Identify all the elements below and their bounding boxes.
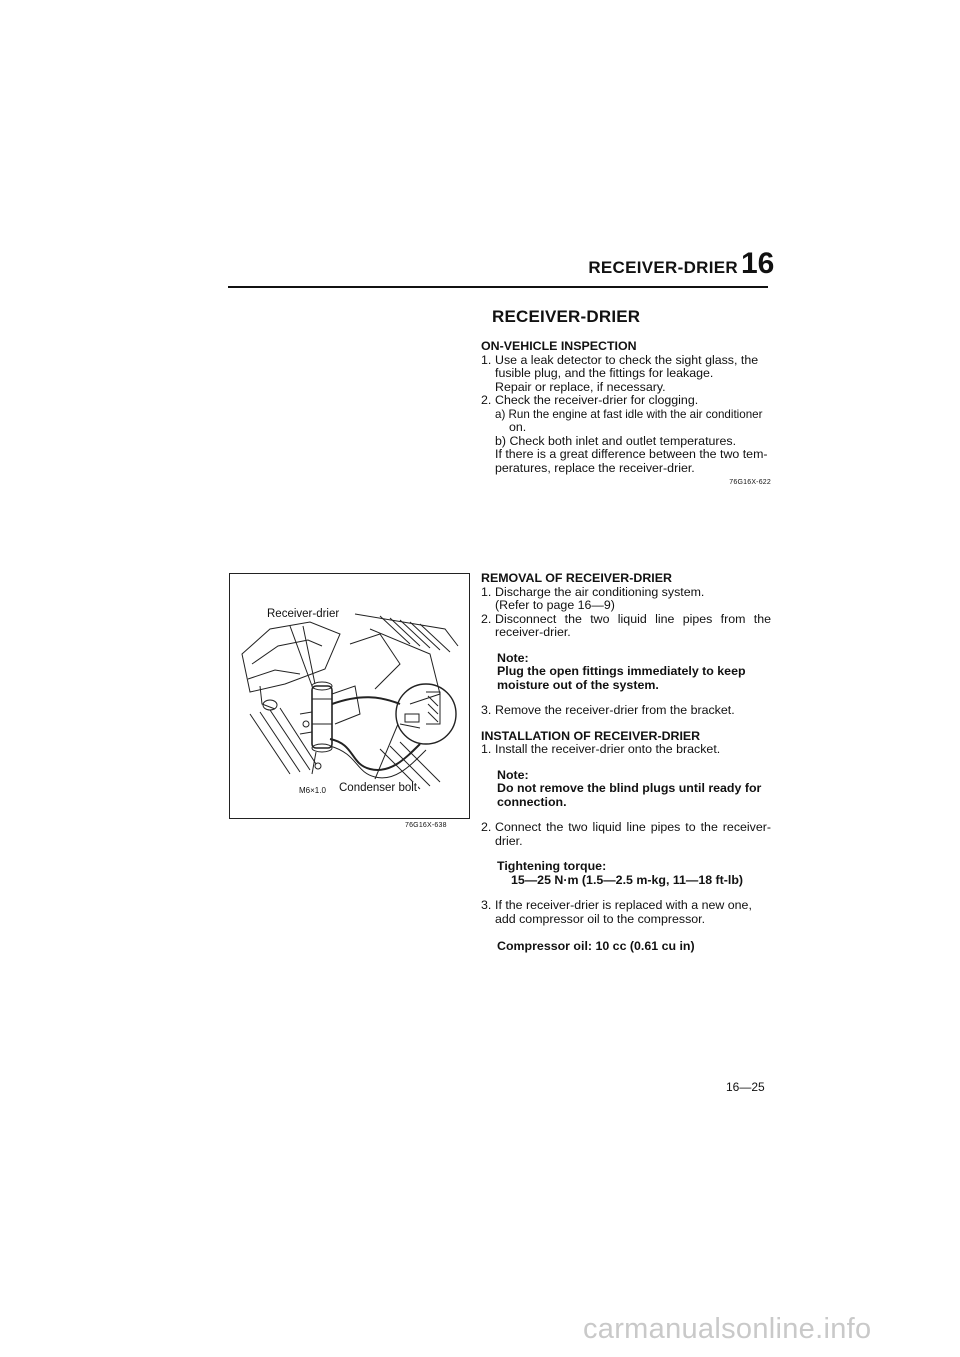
removal-step-2 <box>481 613 771 640</box>
condenser-bolt-label: Condenser bolt <box>339 782 417 794</box>
step-number: 3. <box>481 898 492 912</box>
reference-code: 76G16X-622 <box>729 479 771 486</box>
step-line: b) Check both inlet and outlet temperatures. <box>495 433 737 448</box>
step-number: 1. <box>481 584 492 599</box>
on-vehicle-step-1 <box>481 354 771 395</box>
installation-step-3 <box>481 899 771 926</box>
header-rule <box>228 286 768 288</box>
installation-step-1 <box>481 743 771 757</box>
on-vehicle-heading: ON-VEHICLE INSPECTION <box>481 339 637 353</box>
removal-heading: REMOVAL OF RECEIVER-DRIER <box>481 571 672 585</box>
installation-note-text: Do not remove the blind plugs until ready for connection. <box>497 781 762 809</box>
step-line: a) Run the engine at fast idle with the air conditioner <box>495 407 763 421</box>
on-vehicle-inspection-block <box>481 340 771 490</box>
figure-reference-code: 76G16X-638 <box>405 822 447 829</box>
removal-step-1 <box>481 586 771 613</box>
step-number: 3. <box>481 703 492 717</box>
step-text: If the receiver-drier is replaced with a new one, add compressor oil to the compressor. <box>495 898 752 926</box>
torque-value: 15—25 N·m (1.5—2.5 m-kg, 11—18 ft-lb) <box>511 872 744 887</box>
removal-step-3 <box>481 704 771 718</box>
section-title: RECEIVER-DRIER <box>492 307 641 326</box>
step-line: If there is a great difference between the two tem- <box>495 447 768 461</box>
step-number: 2. <box>481 393 492 407</box>
step-line: Use a leak detector to check the sight glass, the <box>495 352 759 367</box>
removal-note-text: Plug the open fittings immediately to keep moisture out of the system. <box>497 664 746 692</box>
step-number: 2. <box>481 820 492 834</box>
step-line: Repair or replace, if necessary. <box>495 379 666 394</box>
removal-note-label: Note: <box>497 650 529 665</box>
step-line: on. <box>509 420 527 434</box>
step-text: Disconnect the two liquid line pipes from the receiver-drier. <box>495 611 771 639</box>
torque-label: Tightening torque: <box>497 859 607 873</box>
header-title: RECEIVER-DRIER <box>588 258 738 277</box>
compressor-oil-spec: Compressor oil: 10 cc (0.61 cu in) <box>497 939 695 953</box>
receiver-drier-illustration <box>229 573 470 819</box>
installation-step-2 <box>481 821 771 848</box>
step-line: fusible plug, and the fittings for leakage. <box>495 366 714 380</box>
page-number: 16—25 <box>726 1080 765 1094</box>
bolt-size-label: M6×1.0 <box>299 786 326 795</box>
step-line: (Refer to page 16—9) <box>495 598 615 612</box>
step-line: peratures, replace the receiver-drier. <box>495 460 695 475</box>
watermark: carmanualsonline.info <box>583 1313 872 1345</box>
step-number: 1. <box>481 742 492 756</box>
step-number: 2. <box>481 611 492 626</box>
on-vehicle-step-2 <box>481 394 771 475</box>
step-number: 1. <box>481 352 492 367</box>
chapter-number: 16 <box>741 247 775 280</box>
installation-note-label: Note: <box>497 767 529 782</box>
receiver-drier-label: Receiver-drier <box>267 608 340 620</box>
step-text: Connect the two liquid line pipes to the receiver-drier. <box>495 820 771 848</box>
step-line: Discharge the air conditioning system. <box>495 584 705 599</box>
step-text: Remove the receiver-drier from the bracket. <box>495 703 735 717</box>
installation-heading: INSTALLATION OF RECEIVER-DRIER <box>481 728 701 743</box>
step-line: Check the receiver-drier for clogging. <box>495 393 699 407</box>
step-text: Install the receiver-drier onto the bracket. <box>495 742 721 756</box>
removal-installation-block <box>481 572 771 954</box>
